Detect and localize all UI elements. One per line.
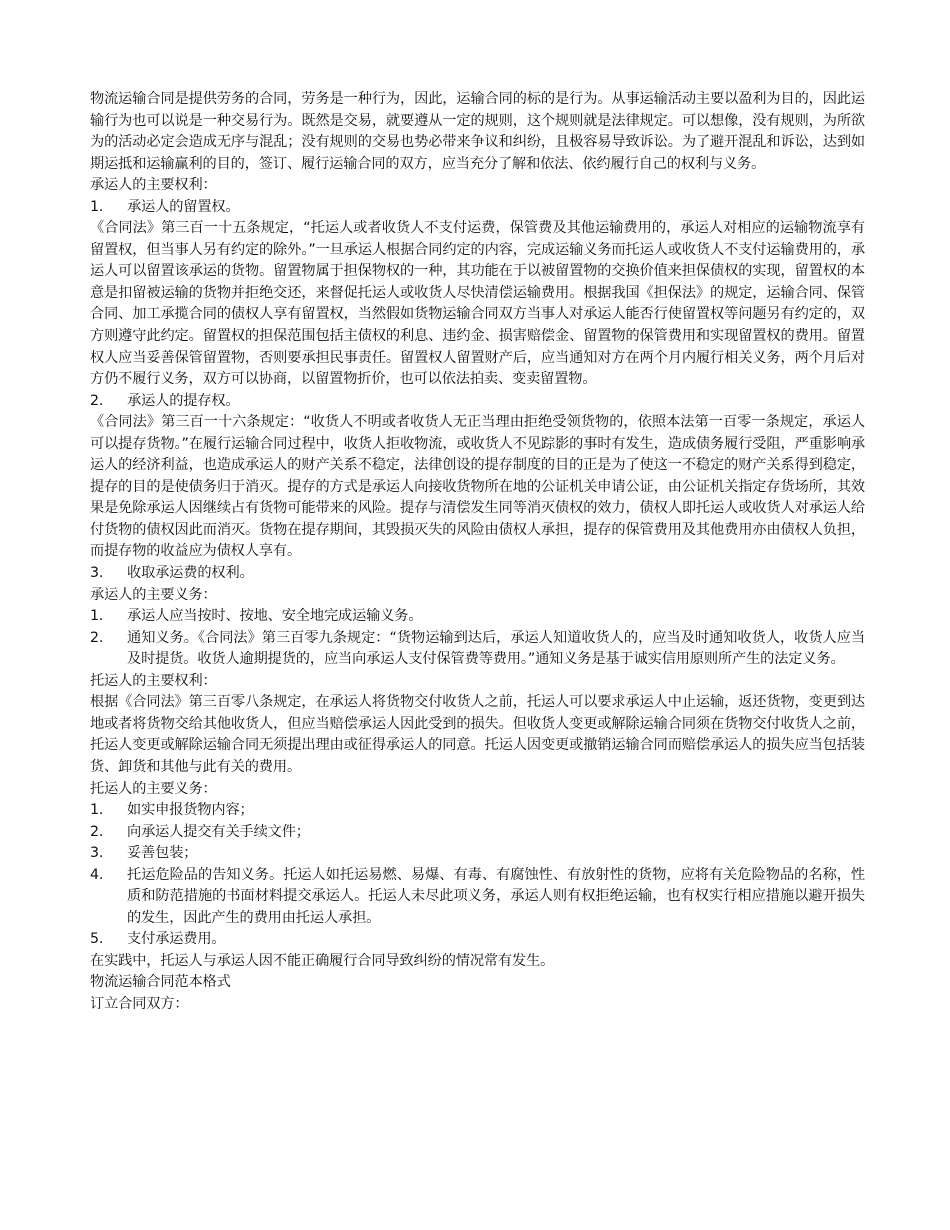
list-number: 1. xyxy=(90,198,104,215)
document-body xyxy=(90,89,865,1016)
carrier-rights-heading: 承运人的主要权利： xyxy=(90,177,217,194)
list-item-text: 通知义务。《合同法》第三百零九条规定：“货物运输到达后，承运人知道收货人的，应当及时通知收货人，收货人应当及时提货。收货人逾期提货的，应当向承运人支付保管费等费用。”通知义务是基于诚实信用原则所产生的法定义务。 xyxy=(127,629,865,668)
list-item-text: 向承运人提交有关手续文件； xyxy=(127,823,310,840)
shipper-rights-paragraph: 根据《合同法》第三百零八条规定，在承运人将货物交付收货人之前，托运人可以要求承运人中止运输，返还货物，变更到达地或者将货物交给其他收货人，但应当赔偿承运人因此受到的损失。但收货人变更或解除运输合同须在货物交付收货人之前，托运人变更或解除运输合同无须提出理由或征得承运人的同意。托运人因变更或撤销运输合同而赔偿承运人的损失应当包括装货、卸货和其他与此有关的费用。 xyxy=(90,694,865,775)
list-item xyxy=(90,843,865,865)
list-number: 5. xyxy=(90,931,104,948)
list-item-text: 妥善包装； xyxy=(127,845,198,862)
lien-paragraph: 《合同法》第三百一十五条规定，“托运人或者收货人不支付运费，保管费及其他运输费用的，承运人对相应的运输物流享有留置权，但当事人另有约定的除外。”一旦承运人根据合同约定的内容，完成运输义务而托运人或收货人不支付运输费用的，承运人可以留置该承运的货物。留置物属于担保物权的一种，其功能在于以被留置物的交换价值来担保债权的实现，留置权的本意是扣留被运输的货物并拒绝交还，来督促托运人或收货人尽快清偿运输费用。根据我国《担保法》的规定，运输合同、保管合同、加工承揽合同的债权人享有留置权，当然假如货物运输合同双方当事人对承运人能否行使留置权等问题另有约定的，双方则遵守此约定。留置权的担保范围包括主债权的利息、违约金、损害赔偿金、留置物的保管费用和实现留置权的费用。留置权人应当妥善保管留置物，否则要承担民事责任。留置权人留置财产后，应当通知对方在两个月内履行相关义务，两个月后对方仍不履行义务，双方可以协商，以留置物折价，也可以依法拍卖、变卖留置物。 xyxy=(90,220,865,388)
list-item xyxy=(90,563,865,585)
shipper-rights-heading: 托运人的主要权利： xyxy=(90,672,217,689)
list-item-text: 承运人应当按时、按地、安全地完成运输义务。 xyxy=(127,608,423,625)
shipper-duties-heading: 托运人的主要义务： xyxy=(90,780,217,797)
list-item xyxy=(90,197,865,219)
list-item-text: 承运人的提存权。 xyxy=(127,392,240,409)
list-item xyxy=(90,800,865,822)
list-item xyxy=(90,606,865,628)
list-number: 4. xyxy=(90,866,104,883)
list-item-text: 如实申报货物内容； xyxy=(127,802,254,819)
list-number: 3. xyxy=(90,845,104,862)
list-item-text: 收取承运费的权利。 xyxy=(127,565,254,582)
template-title: 物流运输合同范本格式 xyxy=(90,974,231,991)
list-number: 2. xyxy=(90,629,104,646)
list-item xyxy=(90,822,865,844)
list-item-text: 承运人的留置权。 xyxy=(127,198,240,215)
list-item-text: 支付承运费用。 xyxy=(127,931,226,948)
list-number: 1. xyxy=(90,802,104,819)
list-number: 3. xyxy=(90,565,104,582)
closing-paragraph: 在实践中，托运人与承运人因不能正确履行合同导致纠纷的情况常有发生。 xyxy=(90,952,555,969)
list-item xyxy=(90,929,865,951)
carrier-duties-heading: 承运人的主要义务： xyxy=(90,586,217,603)
parties-label: 订立合同双方： xyxy=(90,995,189,1012)
list-number: 1. xyxy=(90,608,104,625)
list-number: 2. xyxy=(90,392,104,409)
list-number: 2. xyxy=(90,823,104,840)
list-item-text: 托运危险品的告知义务。托运人如托运易燃、易爆、有毒、有腐蚀性、有放射性的货物，应将有关危险物品的名称，性质和防范措施的书面材料提交承运人。托运人未尽此项义务，承运人则有权拒绝运输，也有权实行相应措施以避开损失的发生，因此产生的费用由托运人承担。 xyxy=(127,866,865,926)
intro-paragraph: 物流运输合同是提供劳务的合同，劳务是一种行为，因此，运输合同的标的是行为。从事运输活动主要以盈利为目的，因此运输行为也可以说是一种交易行为。既然是交易，就要遵从一定的规则，这个规则就是法律规定。可以想像，没有规则，为所欲为的活动必定会造成无序与混乱；没有规则的交易也势必带来争议和纠纷，且极容易导致诉讼。为了避开混乱和诉讼，达到如期运抵和运输赢利的目的，签订、履行运输合同的双方，应当充分了解和依法、依约履行自己的权利与义务。 xyxy=(90,91,865,172)
list-item xyxy=(90,865,865,930)
list-item xyxy=(90,628,865,671)
list-item xyxy=(90,391,865,413)
deposit-paragraph: 《合同法》第三百一十六条规定：“收货人不明或者收货人无正当理由拒绝受领货物的，依照本法第一百零一条规定，承运人可以提存货物。”在履行运输合同过程中，收货人拒收物流，或收货人不见踪影的事时有发生，造成债务履行受阻，严重影响承运人的经济利益，也造成承运人的财产关系不稳定，法律创设的提存制度的目的正是为了使这一不稳定的财产关系得到稳定，提存的目的是使债务归于消灭。提存的方式是承运人向接收货物所在地的公证机关申请公证，由公证机关指定存货场所，其效果是免除承运人因继续占有货物可能带来的风险。提存与清偿发生同等消灭债权的效力，债权人即托运人或收货人对承运人给付货物的债权因此而消灭。货物在提存期间，其毁损灭失的风险由债权人承担，提存的保管费用及其他费用亦由债权人负担，而提存物的收益应为债权人享有。 xyxy=(90,414,865,560)
